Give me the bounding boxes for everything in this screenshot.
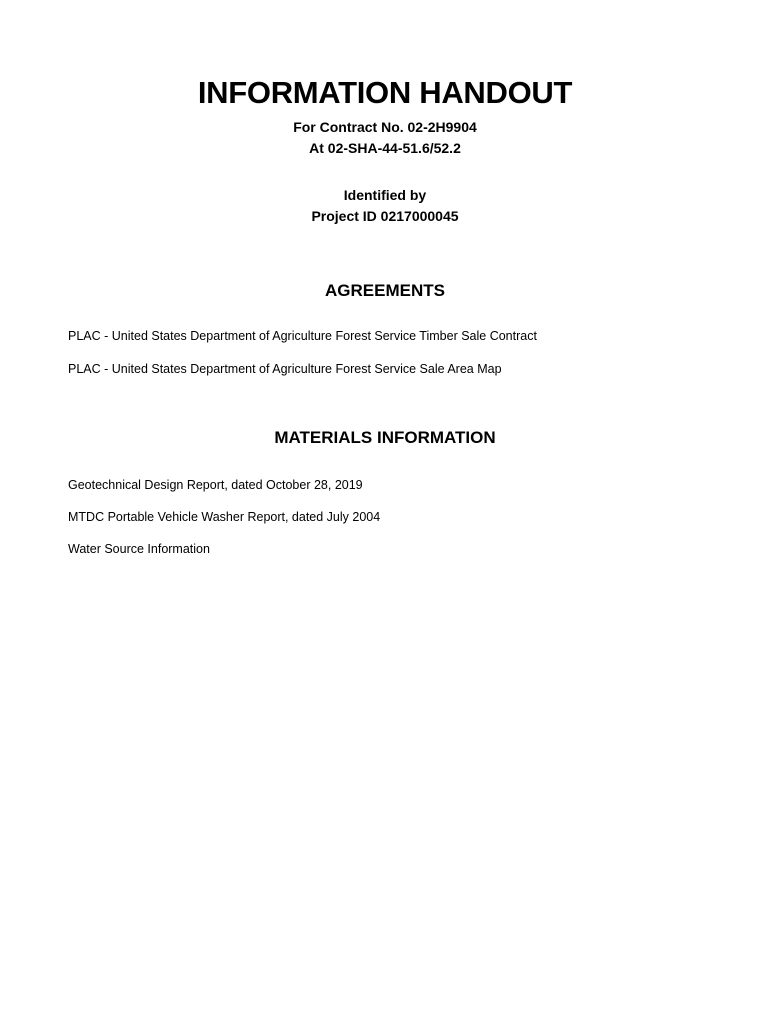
agreement-item-timber-sale-contract: PLAC - United States Department of Agriculture Forest Service Timber Sale Contract [68,329,537,343]
location-code: At 02-SHA-44-51.6/52.2 [309,140,461,156]
materials-item-geotechnical-report: Geotechnical Design Report, dated October 28, 2019 [68,478,363,492]
section-heading-agreements: AGREEMENTS [325,281,445,300]
materials-item-vehicle-washer-report: MTDC Portable Vehicle Washer Report, dated July 2004 [68,510,381,524]
document-title: INFORMATION HANDOUT [197,75,573,110]
identified-by-label: Identified by [343,187,427,203]
materials-item-water-source: Water Source Information [68,542,210,556]
section-heading-materials-information: MATERIALS INFORMATION [274,428,496,447]
project-id: Project ID 0217000045 [311,208,459,224]
agreement-item-sale-area-map: PLAC - United States Department of Agriculture Forest Service Sale Area Map [68,362,502,376]
contract-number: For Contract No. 02-2H9904 [293,119,477,135]
